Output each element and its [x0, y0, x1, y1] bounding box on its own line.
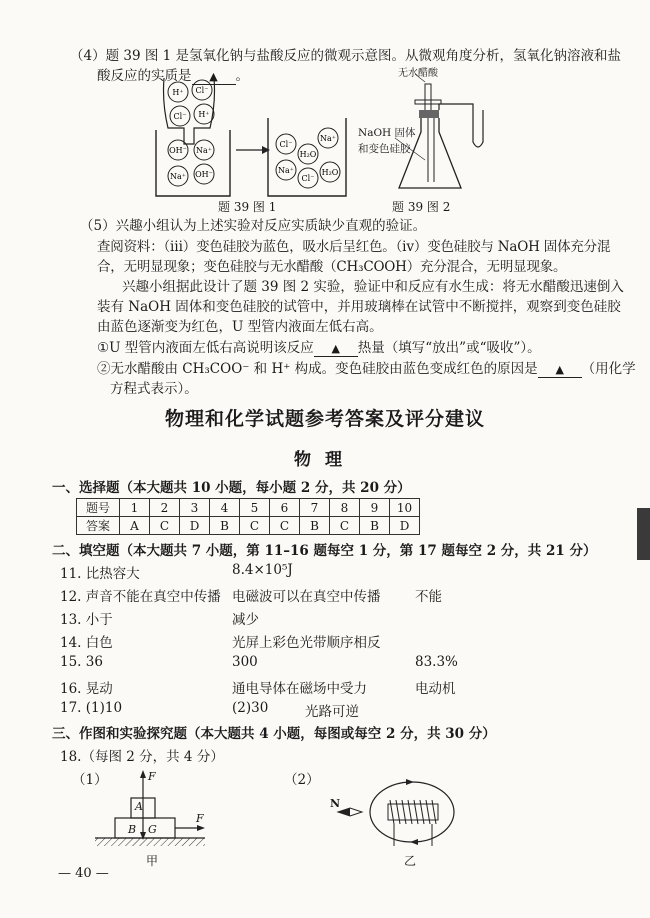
table-cell: 8 [330, 499, 360, 517]
q5-sub1-end: 热量（填写“放出”或“吸收”）。 [357, 340, 541, 356]
sec3-title: 三、作图和实验探究题（本大题共 4 小题，每图或每空 2 分，共 30 分） [52, 726, 496, 742]
fill-q16-a2: 通电导体在磁场中受力 [232, 681, 367, 697]
fill-q16-a3: 电动机 [415, 681, 456, 697]
q18-part2: （2） [284, 772, 320, 788]
table-cell: 2 [150, 499, 180, 517]
fill-q16: 16. 晃动 [60, 681, 113, 697]
table-cell: 7 [300, 499, 330, 517]
q4-blank-mark: ▲ [209, 70, 218, 83]
fill-q12-a2: 电磁波可以在真空中传播 [232, 589, 381, 605]
side-tab-marker [637, 508, 650, 560]
solenoid-core [388, 804, 438, 820]
fill-q17: 17. (1)10 [60, 700, 123, 716]
table-answer-label: 答案 [77, 517, 120, 535]
ion-label: OH⁻ [169, 146, 187, 155]
q5-line2: 查阅资料：（ⅲ）变色硅胶为蓝色，吸水后呈红色。（ⅳ）变色硅胶与 NaOH 固体充分混 [97, 239, 611, 255]
subject-heading: 物理 [294, 450, 356, 470]
q5-line3: 合，无明显现象；变色硅胶与无水醋酸（CH₃COOH）充分混合，无明显现象。 [97, 259, 567, 275]
table-cell: C [150, 517, 180, 535]
q5-sub1-blank [314, 341, 358, 357]
q5-sub2-end: （用化学 [581, 361, 636, 377]
label-naoh-solid: NaOH 固体 [358, 127, 416, 139]
label-b: B [128, 823, 137, 836]
table-row [77, 499, 420, 517]
table-cell: 4 [210, 499, 240, 517]
q5-sub1-text: ①U 型管内液面左低右高说明该反应 [97, 340, 314, 356]
table-cell: 3 [180, 499, 210, 517]
q5-sub2-line2: 方程式表示）。 [110, 381, 198, 397]
ion-label: Na⁺ [170, 172, 186, 181]
table-cell: 6 [270, 499, 300, 517]
answer-table [76, 498, 420, 535]
ion-label: Na⁺ [196, 146, 212, 155]
fill-q15-a2: 300 [232, 654, 258, 670]
fill-q17-a3: 光路可逆 [305, 704, 359, 720]
sec1-title: 一、选择题（本大题共 10 小题，每小题 2 分，共 20 分） [52, 480, 411, 496]
q5-sub2-blank [538, 362, 582, 378]
funnel [425, 84, 431, 114]
table-cell: C [270, 517, 300, 535]
force-f-right-head [197, 825, 205, 831]
q18-part1: （1） [72, 772, 108, 788]
beaker-1 [156, 130, 230, 196]
ground-hatch [95, 838, 205, 846]
table-cell: 10 [390, 499, 420, 517]
label-a: A [135, 800, 143, 813]
table-cell: 9 [360, 499, 390, 517]
ion-label: Na⁺ [320, 134, 336, 143]
stopcock [415, 100, 441, 104]
label-f-vertical: F [148, 770, 156, 783]
block-b [115, 818, 175, 838]
table-cell: D [180, 517, 210, 535]
page-number: — 40 — [58, 866, 109, 881]
table-cell: 1 [120, 499, 150, 517]
ion-label: Cl⁻ [173, 112, 187, 121]
ion-label: H⁺ [172, 88, 184, 97]
label-f-horizontal: F [196, 812, 204, 825]
q5-line6: 由蓝色逐渐变为红色，U 型管内液面左低右高。 [97, 319, 383, 335]
fill-q15: 15. 36 [60, 654, 103, 670]
label-g: G [148, 823, 157, 836]
q4-line1: （4）题 39 图 1 是氢氧化钠与盐酸反应的微观示意图。从微观角度分析，氢氧化钠溶液和盐 [70, 48, 622, 64]
u-tube [439, 104, 483, 147]
q5-sub2-mark: ▲ [555, 363, 564, 376]
fill-q14-a2: 光屏上彩色光带顺序相反 [232, 635, 381, 651]
ion-label: H₂O [321, 168, 339, 177]
ion-label: OH⁻ [195, 170, 213, 179]
q5-sub1 [97, 336, 541, 357]
fill-q11: 11. 比热容大 [60, 566, 140, 582]
q4-line2-end: 。 [235, 68, 249, 84]
table-cell: A [120, 517, 150, 535]
reaction-arrowhead [262, 146, 270, 154]
ion-label: Na⁺ [278, 166, 294, 175]
ion-label: Cl⁻ [195, 86, 209, 95]
label-silica-gel: 和变色硅胶 [358, 143, 411, 155]
answers-title: 物理和化学试题参考答案及评分建议 [164, 408, 485, 430]
fill-q12: 12. 声音不能在真空中传播 [60, 589, 221, 605]
table-cell: B [300, 517, 330, 535]
table-header-label: 题号 [77, 499, 120, 517]
table-cell: C [240, 517, 270, 535]
figure-39-1 [150, 78, 360, 208]
stopper [419, 110, 439, 118]
figure-yi [320, 774, 470, 854]
fill-q14: 14. 白色 [60, 635, 113, 651]
magnetic-field-line [370, 782, 454, 842]
table-cell: C [330, 517, 360, 535]
fill-q17-a2: (2)30 [232, 700, 269, 716]
sec2-title: 二、填空题（本大题共 7 小题，第 11–16 题每空 1 分，第 17 题每空 2 分，共 21 分） [52, 543, 597, 559]
ion-label: H₂O [299, 150, 317, 159]
q5-line4: 兴趣小组据此设计了题 39 图 2 实验，验证中和反应有水生成：将无水醋酸迅速倒入 [122, 279, 624, 295]
figure-jia-caption: 甲 [146, 854, 159, 868]
q5-line5: 装有 NaOH 固体和变色硅胶的试管中，并用玻璃棒在试管中不断搅拌，观察到变色硅胶 [97, 299, 621, 315]
figure-yi-caption: 乙 [404, 854, 417, 868]
table-cell: B [360, 517, 390, 535]
table-row [77, 517, 420, 535]
figure-jia [95, 770, 225, 852]
ion-label: Cl⁻ [301, 174, 315, 183]
ion-label: H⁺ [198, 110, 210, 119]
figure-39-2-caption: 题 39 图 2 [392, 200, 451, 214]
field-arrow-top [406, 779, 414, 785]
label-n: N [330, 797, 341, 810]
q18-heading: 18.（每图 2 分，共 4 分） [60, 749, 224, 765]
q5-sub2-text: ②无水醋酸由 CH₃COO⁻ 和 H⁺ 构成。变色硅胶由蓝色变成红色的原因是 [97, 361, 538, 377]
fill-q12-a3: 不能 [415, 589, 442, 605]
fill-q15-a3: 83.3% [415, 654, 458, 670]
q5-sub2 [97, 357, 636, 378]
ion-label: Cl⁻ [279, 140, 293, 149]
q4-line2-text: 酸反应的实质是 [97, 68, 192, 84]
field-arrow-bottom [410, 839, 418, 845]
fill-q11-a2: 8.4×10⁵J [232, 562, 293, 578]
table-cell: B [210, 517, 240, 535]
fill-q13-a2: 减少 [232, 612, 259, 628]
fill-q13: 13. 小于 [60, 612, 113, 628]
q5-line1: （5）兴趣小组认为上述实验对反应实质缺少直观的验证。 [80, 218, 427, 234]
table-cell: 5 [240, 499, 270, 517]
figure-39-1-caption: 题 39 图 1 [218, 200, 277, 214]
table-cell: D [390, 517, 420, 535]
force-f-up-head [140, 770, 146, 778]
q5-sub1-mark: ▲ [331, 342, 341, 355]
label-anhydrous-acetic-acid: 无水醋酸 [398, 68, 438, 79]
